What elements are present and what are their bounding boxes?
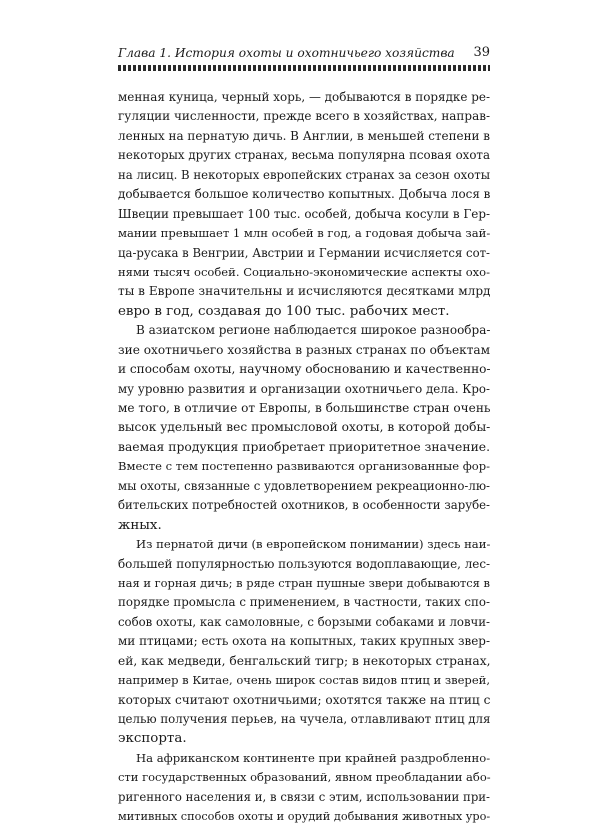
text-line: ленных на пернатую дичь. В Англии, в меньшей степени в — [118, 128, 490, 143]
text-line: ваемая продукция приобретает приоритетное значение. — [118, 439, 490, 454]
text-line: бительских потребностей охотников, в особенности зарубе- — [118, 498, 490, 513]
text-line: гуляции численности, прежде всего в хозяйствах, направ- — [118, 109, 490, 124]
text-line: жных. — [118, 517, 162, 533]
text-line: му уровню развития и организации охотничьего дела. Кро- — [118, 381, 490, 396]
text-line: ца-русака в Венгрии, Австрии и Германии исчисляется сот- — [118, 245, 490, 260]
text-line: ная и горная дичь; в ряде стран пушные звери добываются в — [118, 575, 490, 590]
running-header — [118, 46, 490, 66]
text-line: на лисиц. В некоторых европейских странах за сезон охоты — [118, 167, 490, 182]
text-line: Швеции превышает 100 тыс. особей, добыча косули в Гер- — [118, 206, 491, 221]
body-text — [118, 88, 490, 827]
paragraph — [118, 749, 490, 827]
text-line: целью получения перьев, на чучела, отлавливают птиц для — [118, 712, 491, 726]
text-line: сти государственных образований, явном преобладании або- — [118, 770, 491, 785]
text-line: нями тысяч особей. Социально-экономические аспекты охо- — [118, 264, 490, 279]
text-line: ригенного населения и, в связи с этим, использовании при- — [118, 789, 490, 804]
header-rule — [118, 65, 490, 71]
text-line: экспорта. — [118, 731, 187, 747]
text-line: зие охотничьего хозяйства в разных странах по объектам — [118, 342, 491, 357]
text-line: Из пернатой дичи (в европейском понимании) здесь наи- — [136, 537, 491, 552]
paragraph — [118, 88, 490, 321]
text-line: Вместе с тем постепенно развиваются организованные фор- — [118, 459, 490, 474]
chapter-title: Глава 1. История охоты и охотничьего хозяйства — [118, 46, 455, 60]
text-line: некоторых других странах, весьма популярна псовая охота — [118, 148, 490, 163]
text-line: порядке промысла с применением, в частности, таких спо- — [118, 595, 490, 610]
text-line: которых считают охотничьими; охотятся также на птиц с — [118, 692, 491, 707]
text-line: и способам охоты, научному обоснованию и качественно- — [118, 362, 491, 377]
text-line: добывается большое количество копытных. Добыча лося в — [118, 187, 491, 202]
paragraph — [118, 535, 490, 749]
text-line: В азиатском регионе наблюдается широкое разнообра- — [136, 323, 491, 338]
page-number: 39 — [473, 45, 490, 60]
text-line: ми птицами; есть охота на копытных, таких крупных звер- — [118, 634, 490, 649]
text-line: менная куница, черный хорь, — добываются в порядке ре- — [118, 90, 490, 104]
text-line: митивных способов охоты и орудий добывания животных уро- — [118, 810, 491, 824]
text-line: На африканском континенте при крайней раздробленно- — [136, 750, 491, 765]
text-line: большей популярностью пользуются водоплавающие, лес- — [118, 556, 491, 571]
text-line: мы охоты, связанные с удовлетворением рекреационно-лю- — [118, 478, 490, 493]
text-line: ей, как медведи, бенгальский тигр; в некоторых странах, — [118, 653, 491, 668]
text-line: собов охоты, как самоловные, с борзыми собаками и ловчи- — [118, 614, 490, 629]
text-line: ме того, в отличие от Европы, в большинстве стран очень — [118, 401, 491, 415]
text-line: высок удельный вес промысловой охоты, в которой добы- — [118, 420, 491, 435]
text-line: евро в год, создавая до 100 тыс. рабочих мест. — [118, 303, 450, 319]
text-line: например в Китае, очень широк состав видов птиц и зверей, — [118, 673, 490, 688]
text-line: ты в Европе значительны и исчисляются десятками млрд — [118, 284, 491, 299]
paragraph — [118, 321, 490, 535]
text-line: мании превышает 1 млн особей в год, а годовая добыча зай- — [118, 226, 491, 241]
